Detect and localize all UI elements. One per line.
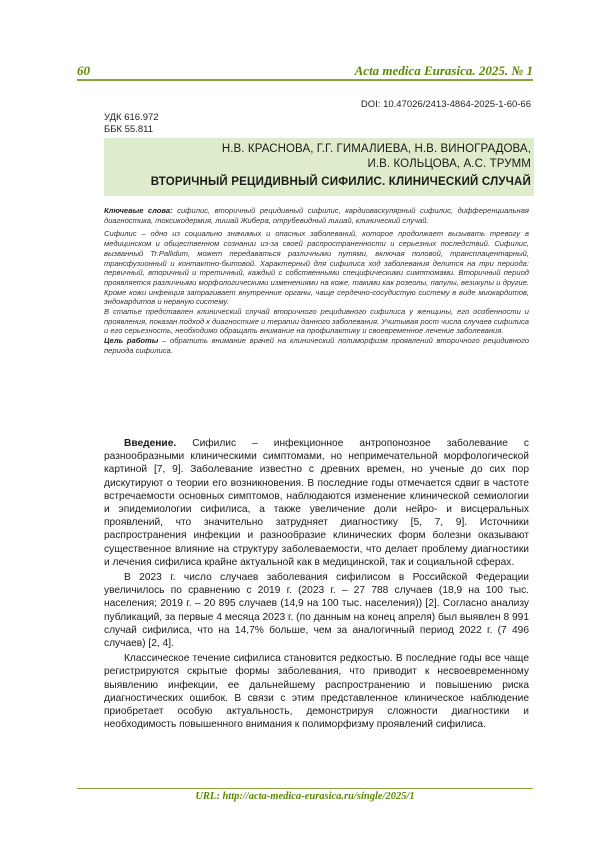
journal-title: Acta medica Eurasica. 2025. № 1	[355, 63, 533, 79]
doi[interactable]: DOI: 10.47026/2413-4864-2025-1-60-66	[361, 99, 531, 110]
goal-text: – обратить внимание врачей на клинический полиморфизм проявлений вторичного рецидивного периода сифилиса.	[104, 336, 529, 355]
footer-url[interactable]: URL: http://acta-medica-eurasica.ru/single/2025/1	[77, 791, 533, 802]
bbk-code: ББК 55.811	[104, 124, 159, 136]
article-title: ВТОРИЧНЫЙ РЕЦИДИВНЫЙ СИФИЛИС. КЛИНИЧЕСКИЙ СЛУЧАЙ	[101, 176, 531, 188]
abstract	[104, 206, 529, 360]
abstract-paragraph-2: В статье представлен клинический случай вторичного рецидивного сифилиса у женщины, его особенности и проявления, показан подход к диагностике и терапии данного заболевания. Учитывая рост числа случаев сифилиса и его серьезность, необходимо обращать внимание на профилактику и своевременное лечение заболевания.	[104, 307, 529, 336]
abstract-goal	[104, 336, 529, 355]
authors-line-2: И.В. КОЛЬЦОВА, А.С. ТРУММ	[111, 157, 531, 172]
abstract-paragraph-1: Сифилис – одно из социально значимых и опасных заболеваний, которое продолжает вызывать тревогу в медицинском и общественном сознании из-за своей распространенности и серьезных последствий. Сифилис, вызванный Tr.Pallidum, может передаваться различными путями, включая половой, трансплацентарный, трансфузионный и контактно-бытовой. Характерный для сифилиса ход заболевания делится на три периода: первичный, вторичный и третичный, каждый с собственными специфическими симптомами. Вторичный период проявляется различными морфологическими изменениями на коже, такими как розеолы, папулы, везикулы и другие. Кроме кожи инфекция затрагивает внутренние органы, чаще сердечно-сосудистую систему в виде миокардитов, эндокардитов и нервную систему.	[104, 229, 529, 307]
body-paragraph-2: В 2023 г. число случаев заболевания сифилисом в Российской Федерации увеличилось по сравнению с 2019 г. (2023 г. – 27 788 случаев (18,9 на 100 тыс. населения; 2019 г. – 20 895 случаев (14,9 на 100 тыс. населения)) [2]. Согласно анализу публикаций, за первые 4 месяца 2023 г. (по данным на конец апреля) был выявлен 8 991 случай сифилиса, что на 14,7% больше, чем за аналогичный период 2022 г. (7 496 случаев) [2, 4].	[104, 571, 529, 650]
goal-label: Цель работы	[104, 336, 158, 345]
keywords	[104, 206, 529, 225]
body-paragraph-3: Классическое течение сифилиса становится редкостью. В последние годы все чаще регистрируются скрытые формы заболевания, что приводит к несвоевременному выявлению инфекции, ее дальнейшему распространению и повышению риска диагностических ошибок. В связи с этим представленное клиническое наблюдение приобретает особую актуальность, демонстрируя сложности диагностики и необходимость повышенного внимания к полиморфизму проявлений сифилиса.	[104, 652, 529, 731]
footer-divider	[77, 788, 533, 789]
authors	[111, 142, 531, 172]
article-body	[104, 437, 529, 733]
running-header	[77, 59, 533, 81]
body-paragraph-1	[104, 437, 529, 569]
intro-text: Сифилис – инфекционное антропонозное заболевание с разнообразными клиническими симптомами, но непримечательной морфологической картиной [7, 9]. Заболевание известно с древних времен, но ученые до сих пор дискутируют о теории его возникновения. В последние годы отмечается сдвиг в частоте встречаемости основных симптомов, наблюдаются изменение клинической семиологии и эпидемиологии сифилиса, а также увеличение доли нейро- и висцеральных проявлений, что значительно затрудняет диагностику [5, 7, 9]. Источники распространения инфекции и разнообразие клинических форм болезни оказывают существенное влияние на структуру заболеваемости, что делает проблему диагностики и лечения сифилиса крайне актуальной как в медицинской, так и социальной сферах.	[104, 438, 529, 568]
header-divider	[77, 79, 533, 81]
udk-code: УДК 616.972	[104, 112, 159, 124]
page-number: 60	[77, 63, 90, 79]
intro-label: Введение.	[124, 438, 176, 449]
keywords-label: Ключевые слова:	[104, 206, 173, 215]
keywords-text: сифилис, вторичный рецидивный сифилис, кардиоваскулярный сифилис, дифференциальная диагностика, токсикодермия, лишай Жибера, отрубевидный лишай, клинический случай.	[104, 206, 529, 225]
authors-line-1: Н.В. КРАСНОВА, Г.Г. ГИМАЛИЕВА, Н.В. ВИНОГРАДОВА,	[111, 142, 531, 157]
classification-codes	[104, 112, 159, 136]
